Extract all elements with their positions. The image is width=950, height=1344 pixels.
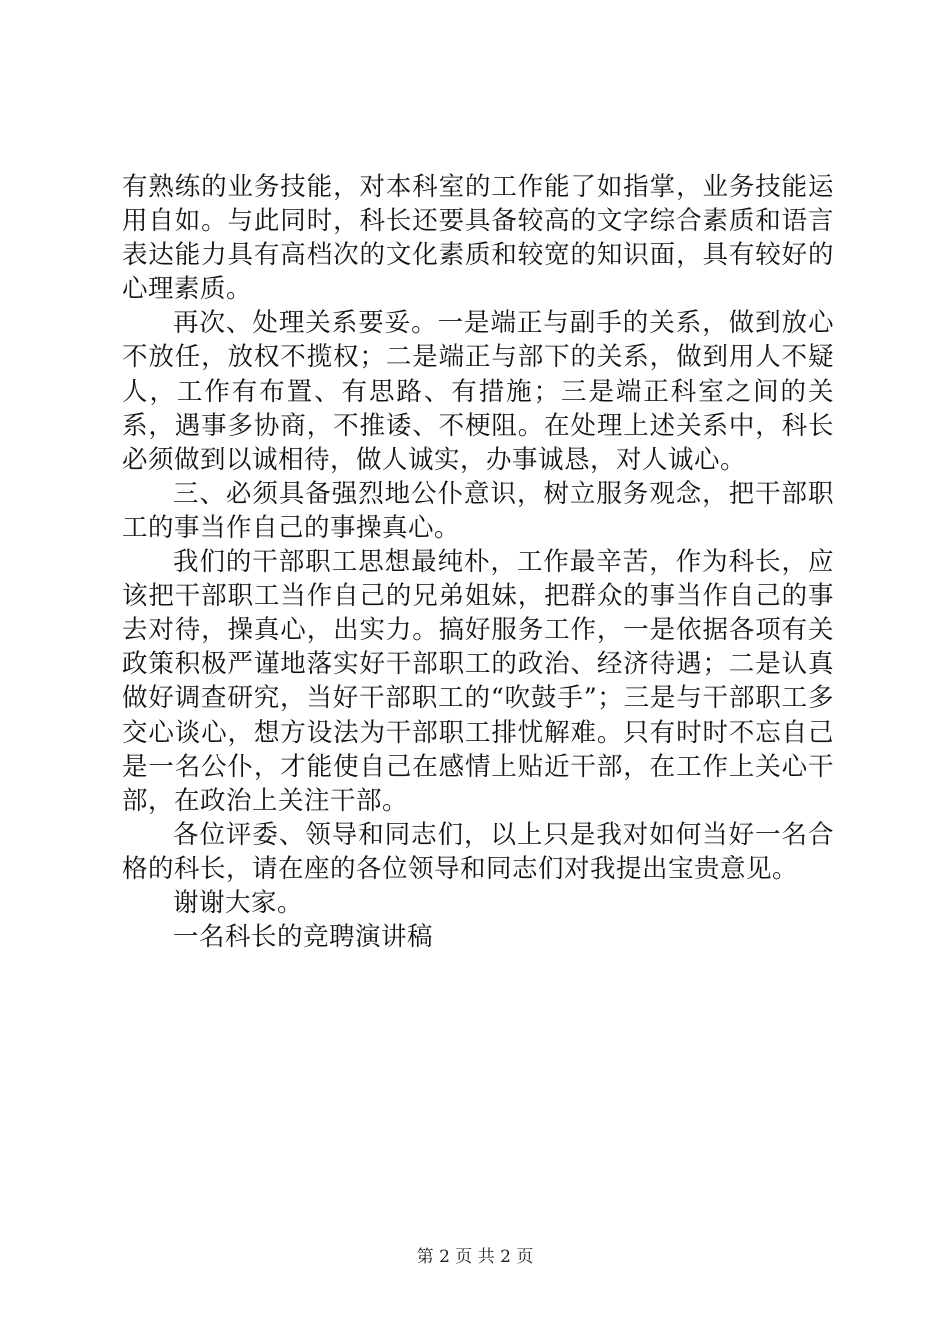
paragraph-thanks: 谢谢大家。 [173,887,304,918]
paragraph-skills-continued: 有熟练的业务技能，对本科室的工作能了如指掌，业务技能运用自如。与此同时，科长还要具备较高的文字综合素质和语言表达能力具有高档次的文化素质和较宽的知识面，具有较好的心理素质。 [122,172,834,305]
paragraph-closing: 各位评委、领导和同志们，以上只是我对如何当好一名合格的科长，请在座的各位领导和同志们对我提出宝贵意见。 [122,819,834,884]
paragraph-title-note: 一名科长的竞聘演讲稿 [173,922,434,953]
paragraph-service-heading: 三、必须具备强烈地公仆意识，树立服务观念，把干部职工的事当作自己的事操真心。 [122,478,834,543]
page-number-footer: 第 2 页 共 2 页 [416,1247,534,1267]
document-body [122,170,834,954]
paragraph-service-detail: 我们的干部职工思想最纯朴，工作最辛苦，作为科长，应该把干部职工当作自己的兄弟姐妹，把群众的事当作自己的事去对待，操真心，出实力。搞好服务工作，一是依据各项有关政策积极严谨地落实好干部职工的政治、经济待遇；二是认真做好调查研究，当好干部职工的“吹鼓手”；三是与干部职工多交心谈心，想方设法为干部职工排忧解难。只有时时不忘自己是一名公仆，才能使自己在感情上贴近干部，在工作上关心干部，在政治上关注干部。 [122,547,834,816]
paragraph-relationships: 再次、处理关系要妥。一是端正与副手的关系，做到放心不放任，放权不揽权；二是端正与部下的关系，做到用人不疑人，工作有布置、有思路、有措施；三是端正科室之间的关系，遇事多协商，不推诿、不梗阻。在处理上述关系中，科长必须做到以诚相待，做人诚实，办事诚恳，对人诚心。 [122,308,834,475]
